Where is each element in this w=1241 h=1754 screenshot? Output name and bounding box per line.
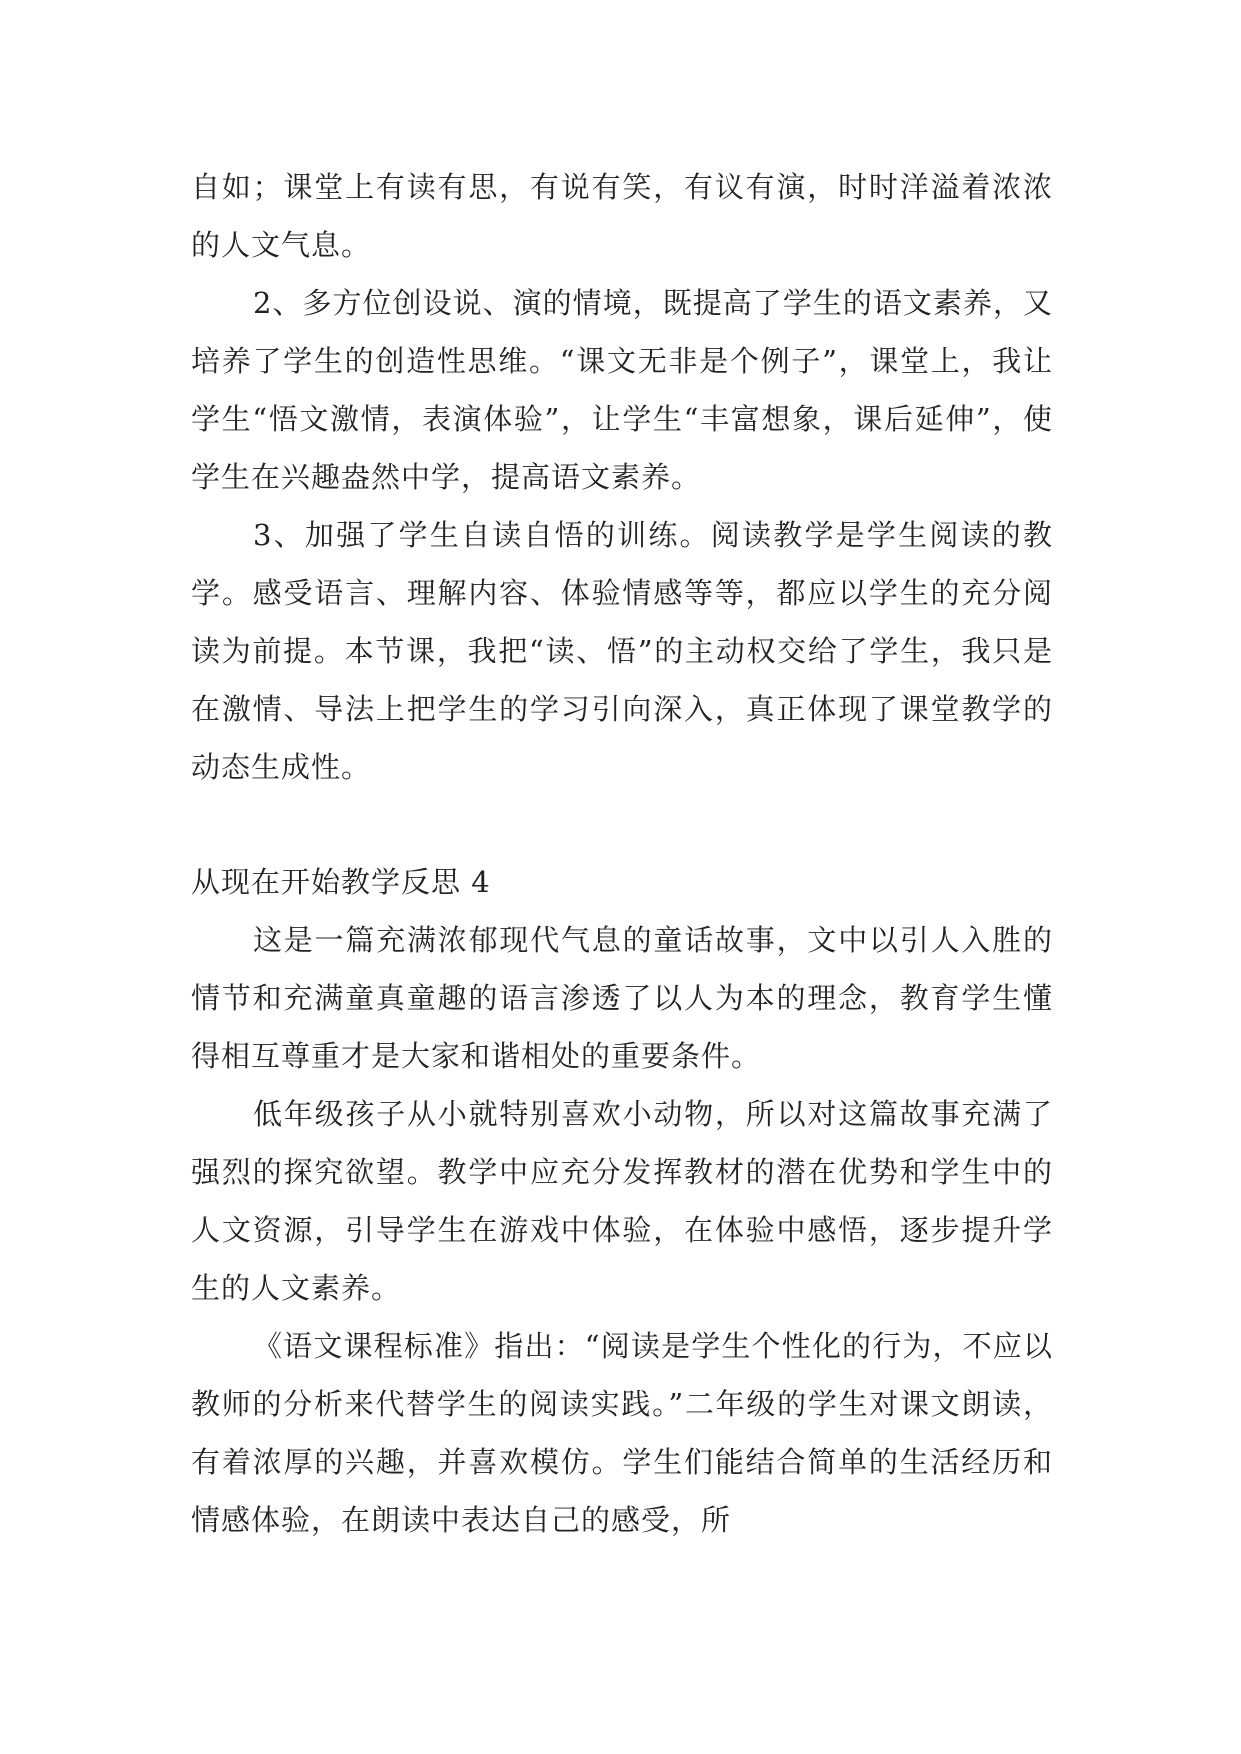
section-paragraph-3: 《语文课程标准》指出：“阅读是学生个性化的行为，不应以教师的分析来代替学生的阅读实践。”二年级的学生对课文朗读，有着浓厚的兴趣，并喜欢模仿。学生们能结合简单的生活经历和情感体验，在朗读中表达自己的感受，所 — [191, 1329, 1053, 1537]
continuation-paragraph: 自如；课堂上有读有思，有说有笑，有议有演，时时洋溢着浓浓的人文气息。 — [191, 170, 1053, 262]
document-page — [191, 158, 1053, 1549]
section-paragraph-2: 低年级孩子从小就特别喜欢小动物，所以对这篇故事充满了强烈的探究欲望。教学中应充分发挥教材的潜在优势和学生中的人文资源，引导学生在游戏中体验，在体验中感悟，逐步提升学生的人文素养。 — [191, 1097, 1053, 1305]
section-paragraph-1: 这是一篇充满浓郁现代气息的童话故事，文中以引人入胜的情节和充满童真童趣的语言渗透了以人为本的理念，教育学生懂得相互尊重才是大家和谐相处的重要条件。 — [191, 923, 1053, 1073]
point-2-paragraph: 2、多方位创设说、演的情境，既提高了学生的语文素养，又培养了学生的创造性思维。“课文无非是个例子”，课堂上，我让学生“悟文激情，表演体验”，让学生“丰富想象，课后延伸”，使学生在兴趣盎然中学，提高语文素养。 — [191, 286, 1053, 494]
section-title: 从现在开始教学反思 4 — [191, 865, 491, 899]
point-3-paragraph: 3、加强了学生自读自悟的训练。阅读教学是学生阅读的教学。感受语言、理解内容、体验情感等等，都应以学生的充分阅读为前提。本节课，我把“读、悟”的主动权交给了学生，我只是在激情、导法上把学生的学习引向深入，真正体现了课堂教学的动态生成性。 — [191, 518, 1053, 784]
